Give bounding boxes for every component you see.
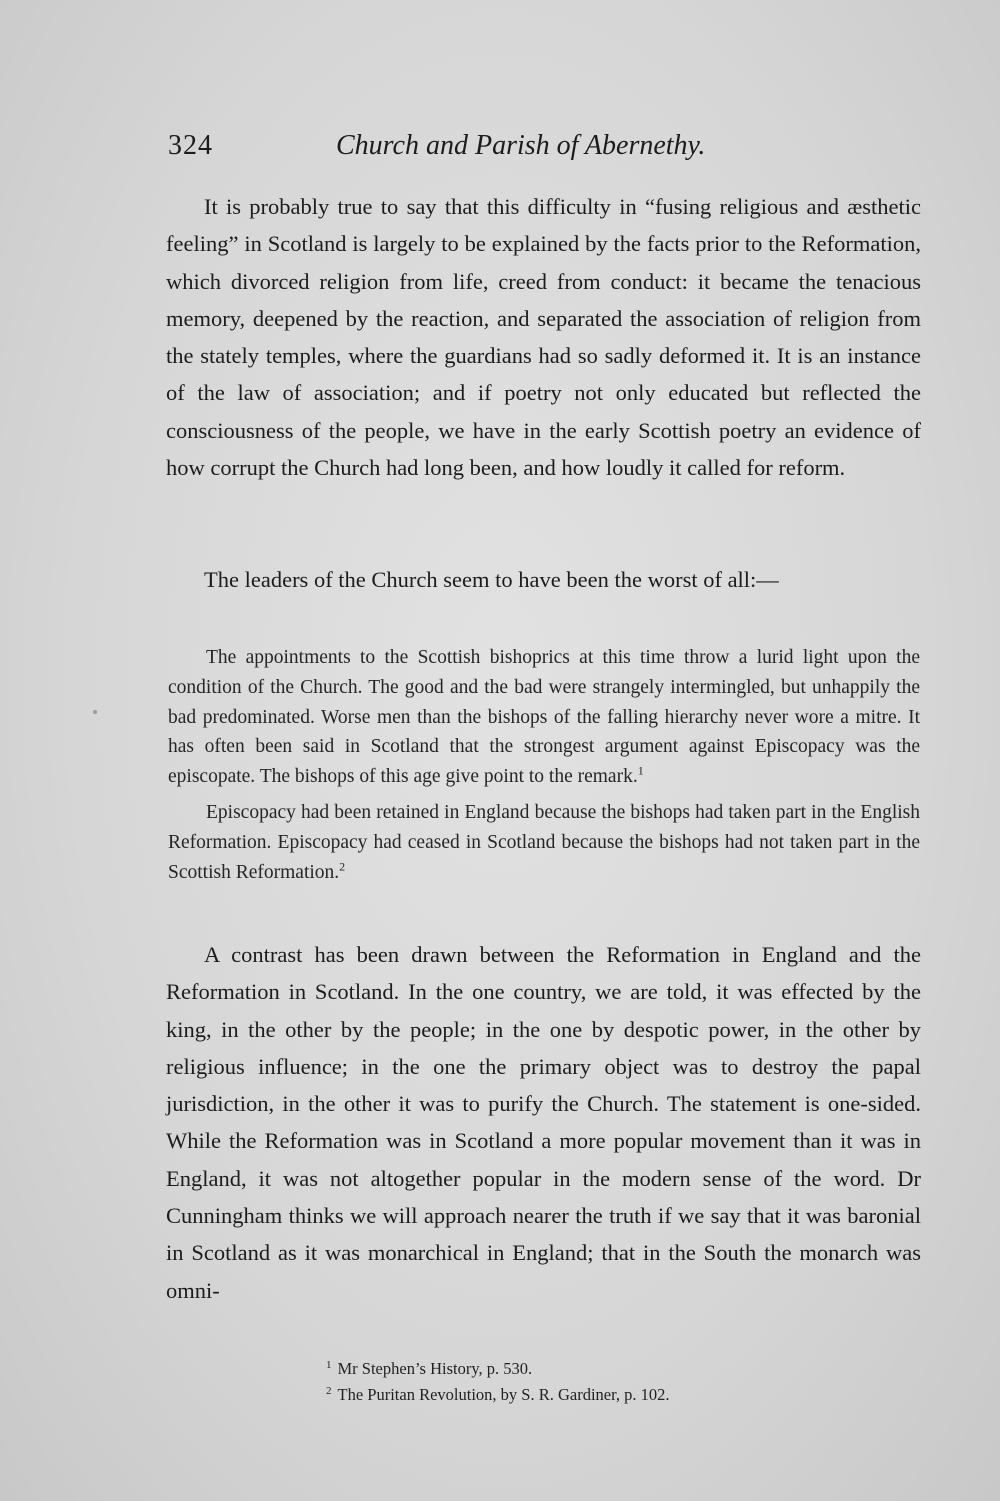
quote-text: Episcopacy had been retained in England because the bishops had taken part in the English Reformation. Episcopacy had ceased in Scotland because the bishops had not taken part in the Scottish Reformation. [168,801,920,883]
paragraph-2 [166,561,921,598]
footnote-number: 1 [326,1358,332,1371]
paragraph-3 [166,936,921,1309]
page-number: 324 [168,130,213,161]
footnote-text: Mr Stephen’s History, p. 530. [337,1359,533,1378]
page-header [168,130,768,170]
running-title: Church and Parish of Abernethy. [336,130,706,161]
quote-paragraph-2 [168,798,920,887]
footnote-marker: 1 [637,763,644,778]
paragraph-text: A contrast has been drawn between the Reformation in England and the Reformation in Scotland. In the one country, we are told, it was effected by the king, in the other by the people; in the one by despotic power, in the other by religious influence; in the one the primary object was to destroy the papal jurisdiction, in the other it was to purify the Church. The statement is one-sided. While the Reformation was in Scotland a more popular movement than it was in England, it was not altogether popular in the modern sense of the word. Dr Cunningham thinks we will approach nearer the truth if we say that it was baronial in Scotland as it was monarchical in England; that in the South the monarch was omni- [166,942,921,1303]
footnotes [326,1356,826,1408]
paragraph-text: The leaders of the Church seem to have been the worst of all:— [204,567,779,592]
footnote-marker: 2 [339,859,346,874]
footnote-2 [326,1382,826,1408]
footnote-number: 2 [326,1384,332,1397]
quote-paragraph-1 [168,643,920,792]
block-quote [168,643,920,887]
paragraph-1 [166,188,921,486]
paper-speck [93,710,97,714]
paragraph-text: It is probably true to say that this difficulty in “fusing religious and æsthetic feeling” in Scotland is largely to be explained by the facts prior to the Reformation, which divorced religion from life, creed from conduct: it became the tenacious memory, deepened by the reaction, and separated the association of religion from the stately temples, where the guardians had so sadly deformed it. It is an instance of the law of association; and if poetry not only educated but reflected the consciousness of the people, we have in the early Scottish poetry an evidence of how corrupt the Church had long been, and how loudly it called for reform. [166,194,921,481]
footnote-text: The Puritan Revolution, by S. R. Gardiner, p. 102. [337,1385,670,1404]
footnote-1 [326,1356,826,1382]
quote-text: The appointments to the Scottish bishoprics at this time throw a lurid light upon the condition of the Church. The good and the bad were strangely intermingled, but unhappily the bad predominated. Worse men than the bishops of the falling hierarchy never wore a mitre. It has often been said in Scotland that the strongest argument against Episcopacy was the episcopate. The bishops of this age give point to the remark. [168,647,920,788]
